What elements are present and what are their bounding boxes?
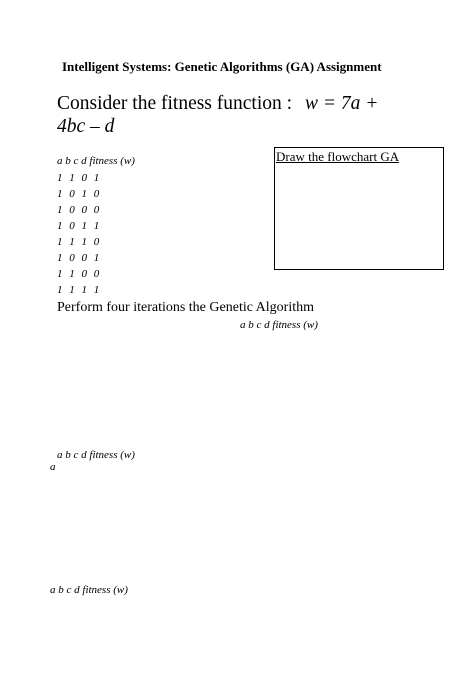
formula-part2: 4bc – d bbox=[57, 116, 115, 137]
population-row: 1 1 1 1 bbox=[57, 284, 102, 296]
flowchart-label: Draw the flowchart GA bbox=[276, 149, 400, 164]
document-title: Intelligent Systems: Genetic Algorithms (GA) Assignment bbox=[62, 59, 382, 74]
iteration-header-1: a b c d fitness (w) bbox=[240, 319, 318, 331]
stray-letter: a bbox=[50, 461, 56, 473]
table-header: a b c d fitness (w) bbox=[57, 155, 135, 167]
formula-part1: w = 7a + bbox=[305, 93, 379, 114]
population-row: 1 1 1 0 bbox=[57, 236, 102, 248]
fitness-intro: Consider the fitness function : bbox=[57, 93, 293, 114]
population-row: 1 1 0 0 bbox=[57, 268, 102, 280]
population-row: 1 1 0 1 bbox=[57, 172, 102, 184]
population-row: 1 0 1 1 bbox=[57, 220, 102, 232]
iteration-header-2: a b c d fitness (w) bbox=[57, 449, 135, 461]
instruction-text: Perform four iterations the Genetic Algorithm bbox=[57, 300, 314, 315]
population-list bbox=[57, 170, 101, 298]
iteration-header-3: a b c d fitness (w) bbox=[50, 584, 128, 596]
population-row: 1 0 1 0 bbox=[57, 188, 102, 200]
population-row: 1 0 0 0 bbox=[57, 204, 102, 216]
flowchart-box bbox=[274, 147, 444, 270]
population-row: 1 0 0 1 bbox=[57, 252, 102, 264]
